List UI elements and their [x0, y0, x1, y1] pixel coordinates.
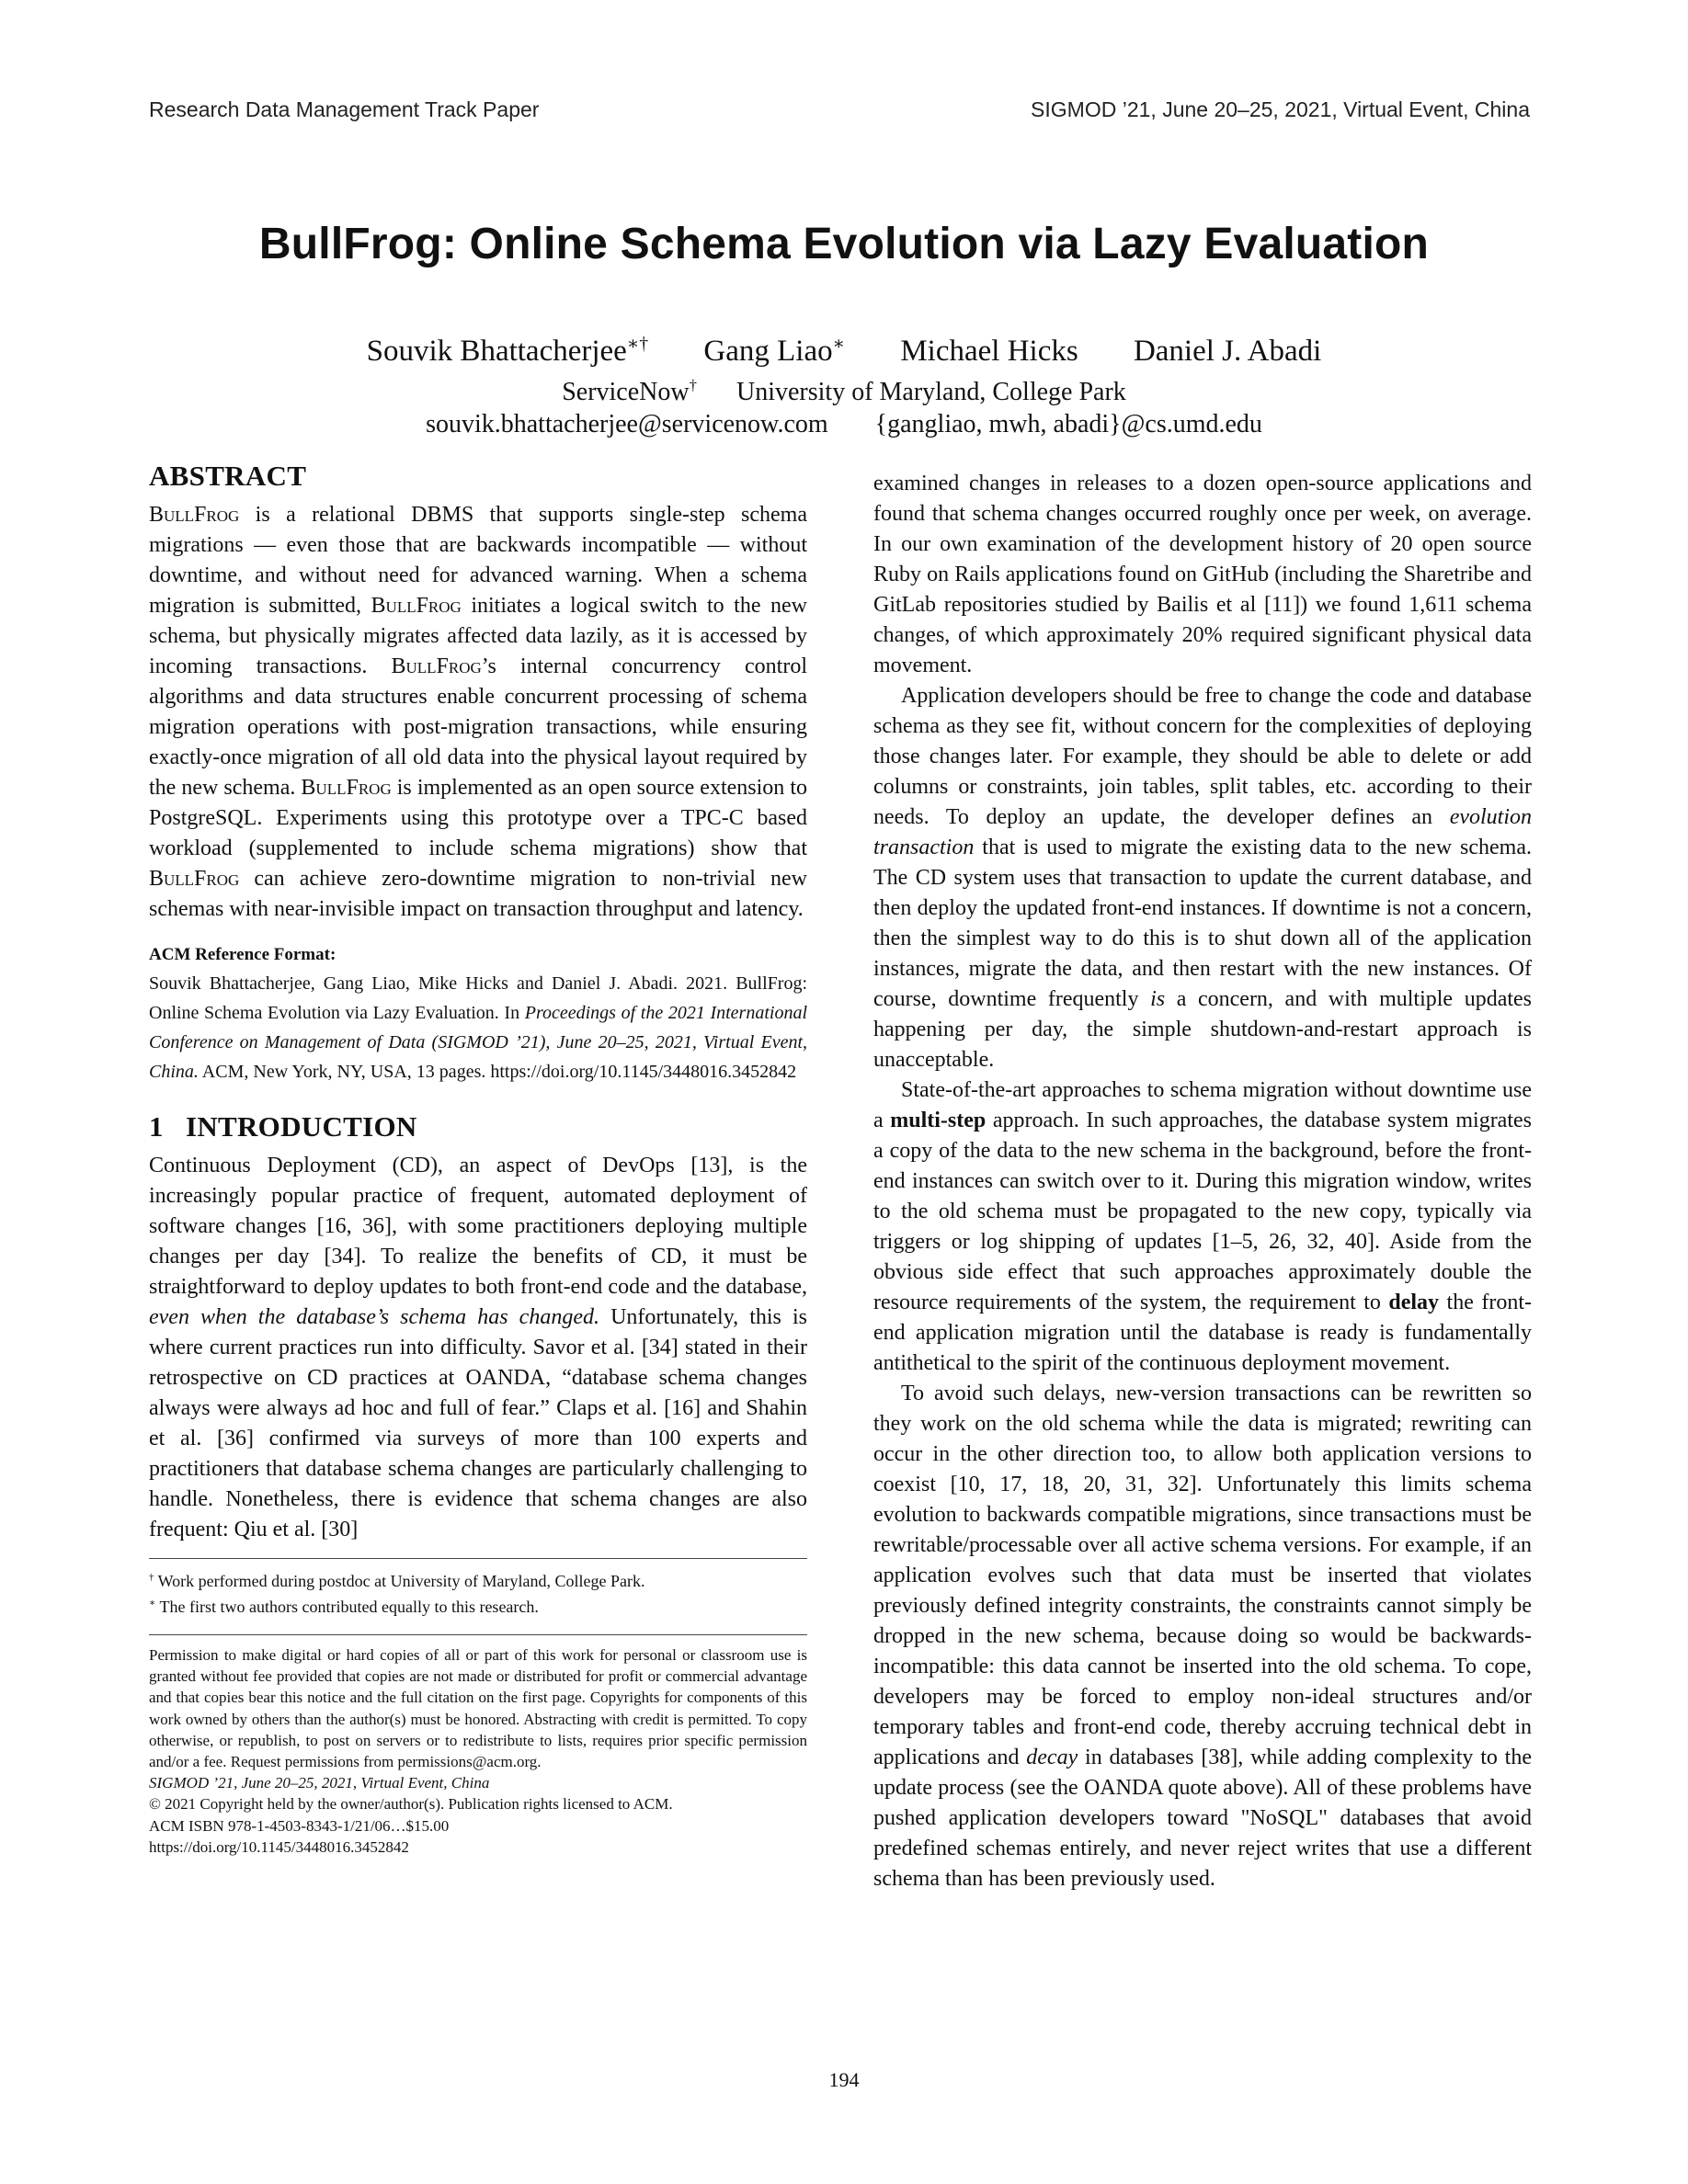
- acm-reference-heading: ACM Reference Format:: [149, 945, 336, 964]
- author: Michael Hicks: [900, 335, 1078, 368]
- venue-line: SIGMOD ’21, June 20–25, 2021, Virtual Event, China: [149, 1774, 490, 1792]
- affiliation-list: [0, 377, 1688, 407]
- footnotes: [149, 1558, 807, 1618]
- introduction-heading: 1 INTRODUCTION: [149, 1110, 417, 1143]
- paper-title: BullFrog: Online Schema Evolution via Lazy Evaluation: [258, 220, 1430, 268]
- author: Daniel J. Abadi: [1133, 335, 1322, 368]
- footnote: † Work performed during postdoc at University of Maryland, College Park.: [149, 1572, 645, 1590]
- permission-notice: [149, 1634, 807, 1858]
- email: {gangliao, mwh, abadi}@cs.umd.edu: [874, 410, 1262, 438]
- permission-text: Permission to make digital or hard copies of all or part of this work for personal or classroom use is granted without fee provided that copies are not made or distributed for profit or commercial advantage and that copies bear this notice and the full citation on the first page. Copyrights for components of this work owned by others than the author(s) must be honored. Abstracting with credit is permitted. To copy otherwise, or republish, to post on servers or to redistribute to lists, requires prior specific permission and/or a fee. Request permissions from permissions@acm.org.: [149, 1646, 807, 1771]
- abstract-heading: ABSTRACT: [149, 460, 307, 492]
- abstract-text: BullFrog is a relational DBMS that supports single-step schema migrations — even those that are backwards incompatible — without downtime, and without need for advanced warning. When a schema migration is submitted, BullFrog initiates a logical switch to the new schema, but physically migrates affected data lazily, as it is accessed by incoming transactions. BullFrog’s internal concurrency control algorithms and data structures enable concurrent processing of schema migration operations with post-migration transactions, while ensuring exactly-once migration of all old data into the physical layout required by the new schema. BullFrog is implemented as an open source extension to PostgreSQL. Experiments using this prototype over a TPC-C based workload (supplemented to include schema migrations) show that BullFrog can achieve zero-downtime migration to non-trivial new schemas with near-invisible impact on transaction throughput and latency.: [149, 503, 807, 921]
- body-paragraph: examined changes in releases to a dozen open-source applications and found that schema changes occurred roughly once per week, on average. In our own examination of the development history of 20 open source Ruby on Rails applications found on GitHub (including the Sharetribe and GitLab repositories studied by Bailis et al [11]) we found 1,611 schema changes, of which approximately 20% required significant physical data movement.: [873, 472, 1532, 677]
- author: Gang Liao∗: [703, 334, 846, 368]
- affiliation: ServiceNow†: [562, 377, 697, 407]
- author-list: [0, 333, 1688, 369]
- running-header-right: SIGMOD ’21, June 20–25, 2021, Virtual Event, China: [1031, 97, 1530, 121]
- body-paragraph: To avoid such delays, new-version transactions can be rewritten so they work on the old schema while the data is migrated; rewriting can occur in the other direction too, to allow both application versions to coexist [10, 17, 18, 20, 31, 32]. Unfortunately this limits schema evolution to backwards compatible migrations, since transactions must be rewritable/processable over all active schema versions. For example, if an application evolves such that data must be inserted that violates previously defined integrity constraints, the constraints cannot simply be dropped in the new schema, because doing so would be backwards-incompatible: this data cannot be inserted into the old schema. To cope, developers may be forced to employ non-ideal structures and/or temporary tables and front-end code, thereby accruing technical debt in applications and decay in databases [38], while adding complexity to the update process (see the OANDA quote above). All of these problems have pushed application developers toward "NoSQL" databases that avoid predefined schemas entirely, and never reject writes that use a different schema than has been previously used.: [873, 1382, 1532, 1891]
- body-paragraph: Application developers should be free to change the code and database schema as they see fit, without concern for the complexities of deploying those changes later. For example, they should be able to delete or add columns or constraints, join tables, split tables, etc. according to their needs. To deploy an update, the developer defines an evolution transaction that is used to migrate the existing data to the new schema. The CD system uses that transaction to update the current database, and then deploy the updated front-end instances. If downtime is not a concern, then the simplest way to do this is to shut down all of the application instances, migrate the data, and then restart with the new instances. Of course, downtime frequently is a concern, and with multiple updates happening per day, the simple shutdown-and-restart approach is unacceptable.: [873, 684, 1533, 1072]
- left-column: [149, 460, 807, 1858]
- running-header-left: Research Data Management Track Paper: [149, 97, 540, 121]
- doi-line: https://doi.org/10.1145/3448016.3452842: [149, 1837, 409, 1856]
- affiliation: University of Maryland, College Park: [736, 378, 1126, 407]
- isbn-line: ACM ISBN 978-1-4503-8343-1/21/06…$15.00: [149, 1816, 450, 1835]
- right-column: [873, 469, 1532, 1894]
- copyright-line: © 2021 Copyright held by the owner/author(s). Publication rights licensed to ACM.: [149, 1795, 673, 1814]
- email-list: [0, 410, 1688, 439]
- author: Souvik Bhattacherjee∗†: [366, 334, 649, 368]
- email: souvik.bhattacherjee@servicenow.com: [426, 410, 828, 438]
- acm-reference-text: Souvik Bhattacherjee, Gang Liao, Mike Hicks and Daniel J. Abadi. 2021. BullFrog: Online Schema Evolution via Lazy Evaluation. In Proceedings of the 2021 International Conference on Management of Data (SIGMOD ’21), June 20–25, 2021, Virtual Event, China. ACM, New York, NY, USA, 13 pages. https://doi.org/10.1145/3448016.3452842: [149, 973, 808, 1082]
- footnote: ∗ The first two authors contributed equally to this research.: [149, 1598, 539, 1616]
- body-paragraph: State-of-the-art approaches to schema migration without downtime use a multi-step approach. In such approaches, the database system migrates a copy of the data to the new schema in the background, before the front-end instances can switch over to it. During this migration window, writes to the old schema must be propagated to the new copy, typically via triggers or log shipping of updates [1–5, 26, 32, 40]. Aside from the obvious side effect that such approaches approximately double the resource requirements of the system, the requirement to delay the front-end application migration until the database is ready is fundamentally antithetical to the spirit of the continuous deployment movement.: [873, 1078, 1533, 1375]
- introduction-text: Continuous Deployment (CD), an aspect of DevOps [13], is the increasingly popular practice of frequent, automated deployment of software changes [16, 36], with some practitioners deploying multiple changes per day [34]. To realize the benefits of CD, it must be straightforward to deploy updates to both front-end code and the database, even when the database’s schema has changed. Unfortunately, this is where current practices run into difficulty. Savor et al. [34] stated in their retrospective on CD practices at OANDA, “database schema changes always were always ad hoc and full of fear.” Claps et al. [16] and Shahin et al. [36] confirmed via surveys of more than 100 experts and practitioners that database schema changes are particularly challenging to handle. Nonetheless, there is evidence that schema changes are also frequent: Qiu et al. [30]: [149, 1154, 807, 1541]
- page-number: 194: [828, 2068, 860, 2091]
